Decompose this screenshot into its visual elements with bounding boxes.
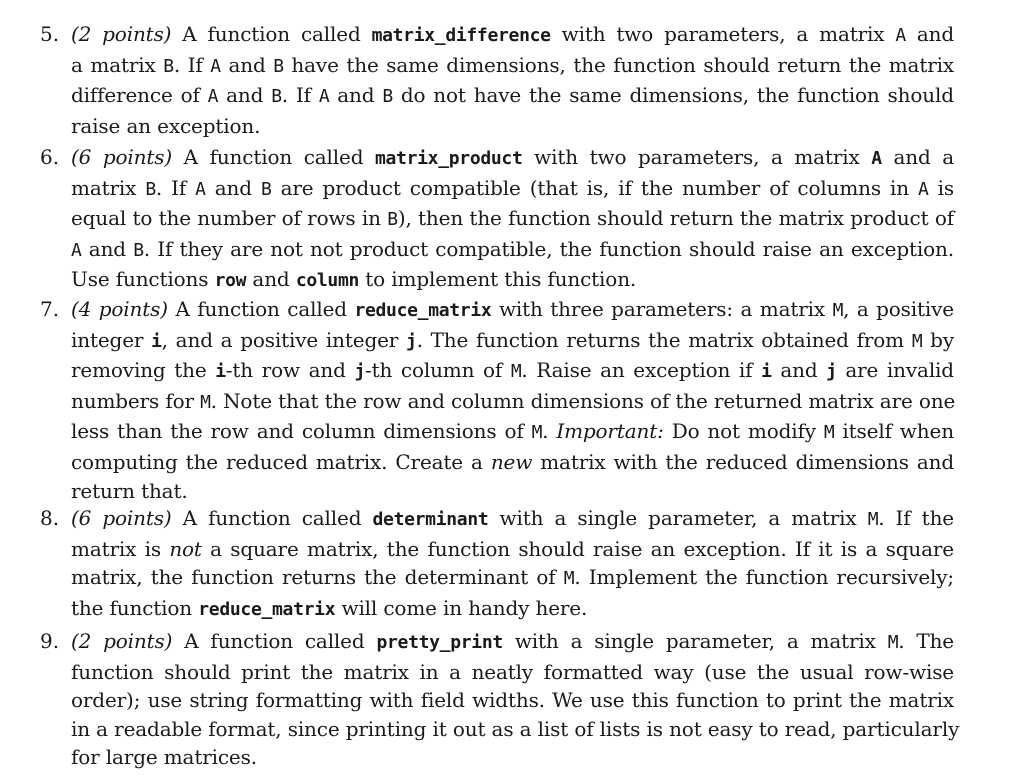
function-name: pretty_print: [376, 632, 503, 653]
function-name: matrix_difference: [371, 25, 551, 46]
function-name: determinant: [372, 509, 489, 530]
problem-text: (6 points) A function called determinant with a single parameter, a matrix M. If the matrix is not a square matrix, the function should raise an exception. If it is a square matrix, the function returns the determinant of M. Implement the function recursively; the function reduce_matrix will come in handy here.: [71, 506, 954, 620]
function-name: matrix_product: [374, 148, 523, 169]
problem-text: (6 points) A function called matrix_product with two parameters, a matrix A and a matrix B. If A and B are product compatible (that is, if the number of columns in A is equal to the number of rows in B), then the function should return the matrix product of A and B. If they are not not product compatible, the function should raise an exception. Use functions row and column to implement this function.: [71, 145, 955, 292]
points-label: (2 points): [71, 629, 173, 653]
problem-item-5: [40, 20, 954, 140]
points-label: (6 points): [71, 506, 172, 530]
problem-text: (2 points) A function called pretty_print with a single parameter, a matrix M. The function should print the matrix in a neatly formatted way (use the usual row-wise order); use string formatting with field widths. We use this function to print the matrix in a readable format, since printing it out as a list of lists is not easy to read, particularly for large matrices.: [71, 629, 960, 770]
problem-item-9: [40, 627, 960, 772]
problem-text: (4 points) A function called reduce_matrix with three parameters: a matrix M, a positive integer i, and a positive integer j. The function returns the matrix obtained from M by removing the i-th row and j-th column of M. Raise an exception if i and j are invalid numbers for M. Note that the row and column dimensions of the returned matrix are one less than the row and column dimensions of M. Important: Do not modify M itself when computing the reduced matrix. Create a new matrix with the reduced dimensions and return that.: [71, 297, 956, 503]
points-label: (6 points): [71, 145, 173, 169]
problem-number: 7.: [40, 297, 60, 321]
problem-number: 5.: [40, 22, 60, 46]
problem-text: (2 points) A function called matrix_difference with two parameters, a matrix A and a matrix B. If A and B have the same dimensions, the function should return the matrix difference of A and B. If A and B do not have the same dimensions, the function should raise an exception.: [71, 22, 955, 138]
problem-number: 8.: [40, 506, 60, 530]
function-name: reduce_matrix: [354, 300, 492, 321]
problem-item-8: [40, 504, 954, 624]
points-label: (4 points): [71, 297, 168, 321]
problem-item-6: [40, 143, 954, 296]
problem-number: 6.: [40, 145, 60, 169]
problem-item-7: [40, 295, 954, 505]
problem-number: 9.: [40, 629, 60, 653]
points-label: (2 points): [71, 22, 172, 46]
